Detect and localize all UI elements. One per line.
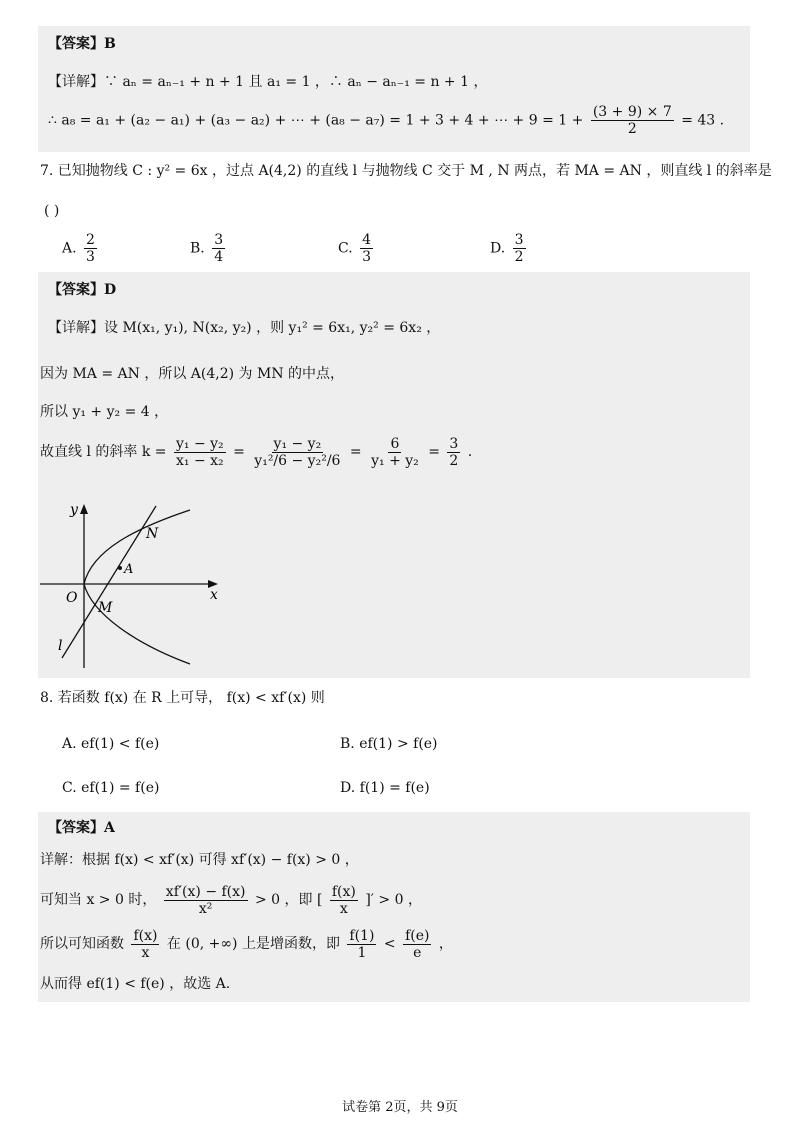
parabola-curve [84, 510, 190, 664]
option-letter: C. [62, 780, 77, 796]
detail-fraction-num: (3 + 9) × 7 [592, 104, 672, 120]
parabola-figure [36, 498, 226, 672]
frac-num: 6 [390, 436, 400, 452]
sol-text: ]′ > 0 ， [365, 892, 422, 909]
option-letter: B. [190, 240, 205, 257]
frac-den: 2 [449, 453, 459, 470]
q8-fraction-3 [131, 928, 159, 961]
detail-line-2-right: = 43 . [681, 112, 725, 129]
q8-stem: 8. 若函数 f(x) 在 R 上可导， f(x) < xf′(x) 则 [40, 690, 325, 706]
frac-den: x₁ − x₂ [175, 453, 224, 470]
frac-num: xf′(x) − f(x) [165, 884, 246, 900]
option-num: 2 [86, 232, 95, 248]
period: . [467, 444, 473, 461]
detail-fraction-den: 2 [627, 121, 637, 138]
detail-line-2 [48, 104, 724, 137]
q7-sol-line-1: 【详解】设 M(x₁, y₁), N(x₂, y₂) ，则 y₁² = 6x₁, y₂² = 6x₂ ， [48, 320, 441, 336]
option-num: 3 [514, 232, 524, 248]
frac-den: y₁ + y₂ [371, 453, 419, 470]
q7-sol-line-3: 所以 y₁ + y₂ = 4 ， [40, 404, 169, 420]
line-l [62, 506, 156, 658]
option-den: 3 [362, 249, 372, 266]
option-num: 3 [214, 232, 224, 248]
q8-option-a[interactable] [62, 736, 159, 752]
q7-sol-line-4 [40, 436, 472, 469]
q7-sol-line-2: 因为 MA = AN ，所以 A(4,2) 为 MN 的中点， [40, 366, 345, 382]
q7-paren: ( ) [44, 203, 60, 219]
less-than-sign: < [383, 936, 396, 953]
x-axis-label: x [210, 587, 218, 603]
q7-option-d[interactable] [490, 232, 529, 265]
origin-label: O [66, 590, 78, 606]
frac-den: y₁²/6 − y₂²/6 [254, 453, 341, 470]
option-letter: B. [340, 736, 355, 752]
q7-option-a[interactable] [62, 232, 100, 265]
option-letter: A. [62, 736, 77, 752]
q8-sol-line-3 [40, 928, 453, 961]
equals-sign: = [349, 444, 362, 461]
option-text: ef(1) > f(e) [359, 736, 438, 752]
y-axis-arrow [80, 504, 88, 514]
detail-line-1: 【详解】∵ aₙ = aₙ₋₁ + n + 1 且 a₁ = 1 ，∴ aₙ − aₙ₋₁ = n + 1 ， [48, 74, 488, 90]
frac-den: x [141, 945, 150, 962]
q8-option-c[interactable] [62, 780, 159, 796]
q8-sol-line-1: 详解：根据 f(x) < xf′(x) 可得 xf′(x) − f(x) > 0 ， [40, 852, 359, 868]
q8-option-d[interactable] [340, 780, 430, 796]
frac-num: f(e) [405, 928, 430, 944]
q8-fraction-5 [403, 928, 431, 961]
sol-text: ， [438, 936, 453, 953]
frac-den: x [339, 901, 348, 918]
slope-fraction-2 [252, 436, 342, 469]
y-axis-label: y [70, 502, 78, 518]
line-l-label: l [58, 638, 63, 654]
frac-den: x² [198, 901, 213, 918]
frac-num: f(x) [331, 884, 356, 900]
option-text: ef(1) < f(e) [81, 736, 160, 752]
frac-num: y₁ − y₂ [273, 436, 322, 452]
option-text: f(1) = f(e) [359, 780, 430, 796]
point-n-label: N [146, 526, 159, 542]
q7-option-b[interactable] [190, 232, 228, 265]
option-fraction [212, 232, 225, 265]
frac-den: 1 [357, 945, 367, 962]
option-num: 4 [362, 232, 372, 248]
answer-label-q6: 【答案】B [48, 36, 116, 52]
option-den: 2 [514, 249, 524, 266]
option-letter: D. [340, 780, 356, 796]
detail-line-2-left: ∴ a₈ = a₁ + (a₂ − a₁) + (a₃ − a₂) + ⋯ + (a₈ − a₇) = 1 + 3 + 4 + ⋯ + 9 = 1 + [48, 112, 584, 129]
sol-text: 在 (0, +∞) 上是增函数，即 [166, 936, 340, 953]
frac-num: 3 [449, 436, 459, 452]
option-fraction [513, 232, 526, 265]
q8-sol-line-4: 从而得 ef(1) < f(e) ，故选 A. [40, 976, 231, 992]
detail-fraction [591, 104, 674, 137]
point-a-label: A [124, 562, 134, 577]
slope-fraction-4 [447, 436, 460, 469]
option-den: 4 [214, 249, 224, 266]
frac-num: f(x) [133, 928, 158, 944]
q8-fraction-1 [164, 884, 248, 917]
q8-sol-line-2 [40, 884, 422, 917]
frac-num: f(1) [349, 928, 375, 944]
option-letter: C. [338, 240, 353, 257]
frac-num: y₁ − y₂ [175, 436, 224, 452]
option-den: 3 [86, 249, 95, 266]
equals-sign: = [233, 444, 245, 461]
q7-stem: 7. 已知抛物线 C : y² = 6x ，过点 A(4,2) 的直线 l 与抛物线 C 交于 M , N 两点，若 MA = AN ，则直线 l 的斜率是 [40, 163, 772, 179]
q8-fraction-2 [330, 884, 358, 917]
page-footer: 试卷第 2页，共 9页 [342, 1100, 458, 1115]
slope-fraction-1 [174, 436, 226, 469]
option-fraction [360, 232, 373, 265]
option-letter: A. [62, 240, 77, 257]
slope-prefix: 故直线 l 的斜率 [40, 444, 138, 461]
q8-option-b[interactable] [340, 736, 438, 752]
point-a-dot [118, 566, 122, 570]
option-letter: D. [490, 240, 506, 257]
equals-sign: = [428, 444, 440, 461]
q7-option-c[interactable] [338, 232, 376, 265]
slope-fraction-3 [369, 436, 421, 469]
answer-label-q8: 【答案】A [48, 820, 115, 836]
sol-text: 所以可知函数 [40, 936, 124, 953]
q8-fraction-4 [347, 928, 376, 961]
option-text: ef(1) = f(e) [81, 780, 160, 796]
slope-k: k = [141, 444, 167, 461]
sol-text: 可知当 x > 0 时， [40, 892, 157, 909]
frac-den: e [413, 945, 422, 962]
sol-text: > 0 ，即 [ [254, 892, 323, 909]
option-fraction [84, 232, 97, 265]
answer-label-q7: 【答案】D [48, 282, 117, 298]
point-m-label: M [98, 600, 113, 616]
